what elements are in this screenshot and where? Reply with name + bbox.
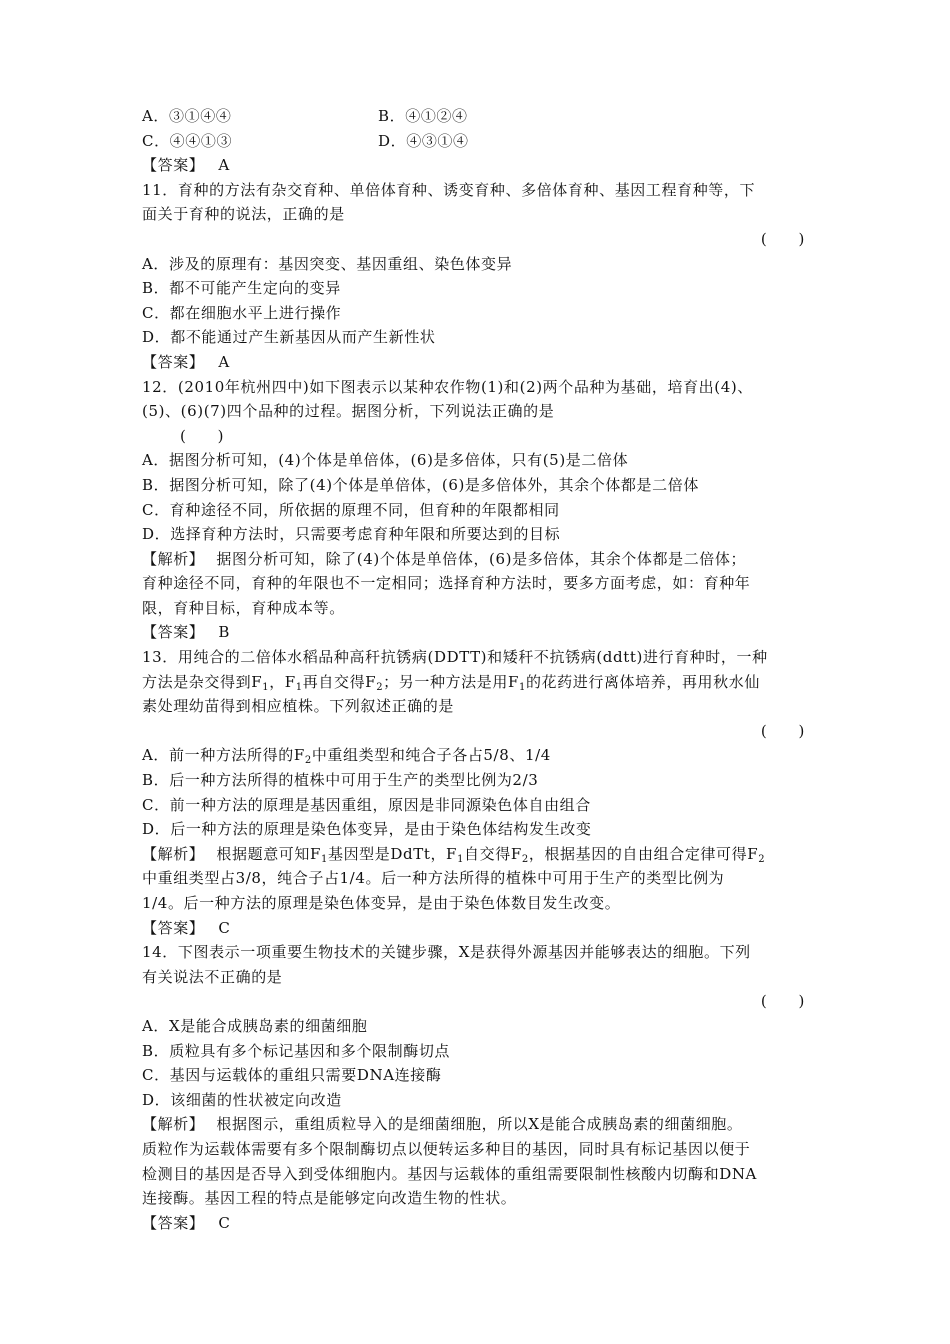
subscript: 1 [321, 853, 328, 865]
options-row-ab [142, 104, 807, 129]
answer-value: B [218, 623, 231, 642]
question-stem [142, 670, 807, 695]
question-stem: 14．下图表示一项重要生物技术的关键步骤，X是获得外源基因并能够表达的细胞。下列 [142, 943, 751, 962]
analysis-text: 根据题意可知F [216, 844, 322, 863]
analysis-text: 育种途径不同，育种的年限也不一定相同；选择育种方法时，要多方面考虑，如：育种年 [142, 574, 751, 593]
answer-blank: ( ) [760, 721, 805, 740]
answer-tag: 【答案】 [142, 352, 205, 371]
answer-value: C [218, 1213, 231, 1232]
question-stem: 11．育种的方法有杂交育种、单倍体育种、诱变育种、多倍体育种、基因工程育种等，下 [142, 180, 756, 199]
analysis-text: 1/4。后一种方法的原理是染色体变异，是由于染色体数目发生改变。 [142, 894, 621, 912]
option-d: D．④③①④ [378, 131, 469, 150]
option-a: A．据图分析可知，(4)个体是单倍体，(6)是多倍体，只有(5)是二倍体 [142, 451, 629, 470]
answer-line [142, 350, 807, 375]
option-a [142, 743, 807, 768]
answer-value: A [218, 352, 230, 371]
stem-text: 的花药进行离体培养，再用秋水仙 [525, 672, 760, 691]
analysis-text: 基因型是DdTt，F [327, 844, 458, 863]
answer-blank: ( ) [760, 229, 805, 248]
subscript: 2 [376, 681, 384, 693]
analysis-text: 中重组类型占3/8，纯合子占1/4。后一种方法所得的植株中可用于生产的类型比例为 [142, 869, 725, 888]
subscript: 2 [521, 853, 529, 865]
analysis-tag: 【解析】 [142, 1115, 205, 1134]
subscript: 1 [295, 681, 303, 693]
answer-blank: ( ) [180, 426, 225, 445]
answer-tag: 【答案】 [142, 623, 205, 642]
subscript: 1 [518, 681, 526, 693]
analysis-text: 根据图示，重组质粒导入的是细菌细胞，所以X是能合成胰岛素的细菌细胞。 [216, 1115, 743, 1134]
option-c: C．基因与运载体的重组只需要DNA连接酶 [142, 1066, 442, 1085]
answer-line [142, 1211, 807, 1236]
options-row-cd [142, 129, 807, 154]
option-b: B．质粒具有多个标记基因和多个限制酶切点 [142, 1041, 451, 1060]
question-stem: 13．用纯合的二倍体水稻品种高秆抗锈病(DDTT)和矮秆不抗锈病(ddtt)进行育种时，一种 [142, 648, 768, 667]
answer-line [142, 916, 807, 941]
option-text: A．前一种方法所得的F [142, 746, 305, 765]
option-c: C．都在细胞水平上进行操作 [142, 303, 342, 322]
option-a: A．③①④④ [142, 107, 232, 125]
option-text: 中重组类型和纯合子各占5/8、1/4 [311, 746, 551, 765]
option-a: A．X是能合成胰岛素的细菌细胞 [142, 1016, 368, 1035]
answer-tag: 【答案】 [142, 156, 205, 175]
analysis-tag: 【解析】 [142, 844, 205, 863]
stem-text: ，F [269, 672, 296, 691]
analysis-line [142, 842, 807, 867]
answer-line [142, 153, 807, 178]
option-d: D．后一种方法的原理是染色体变异，是由于染色体结构发生改变 [142, 820, 592, 839]
option-b: B．据图分析可知，除了(4)个体是单倍体，(6)是多倍体外，其余个体都是二倍体 [142, 475, 699, 494]
analysis-text: 自交得F [464, 844, 522, 863]
analysis-text: ，根据基因的自由组合定律可得F [528, 844, 759, 863]
option-c: C．前一种方法的原理是基因重组，原因是非同源染色体自由组合 [142, 795, 591, 814]
option-c: C．④④①③ [142, 131, 233, 150]
answer-value: A [218, 156, 230, 175]
option-d: D．选择育种方法时，只需要考虑育种年限和所要达到的目标 [142, 525, 561, 544]
question-stem: (5)、(6)(7)四个品种的过程。据图分析，下列说法正确的是 [142, 402, 555, 421]
option-d: D．都不能通过产生新基因从而产生新性状 [142, 328, 436, 347]
analysis-text: 质粒作为运载体需要有多个限制酶切点以便转运多种目的基因，同时具有标记基因以便于 [142, 1139, 751, 1158]
option-a: A．涉及的原理有：基因突变、基因重组、染色体变异 [142, 254, 513, 273]
analysis-text: 检测目的基因是否导入到受体细胞内。基因与运载体的重组需要限制性核酸内切酶和DNA [142, 1164, 757, 1183]
analysis-line [142, 1112, 807, 1137]
option-c: C．育种途径不同，所依据的原理不同，但育种的年限都相同 [142, 500, 560, 519]
stem-text: 再自交得F [302, 672, 377, 691]
option-b: B．④①②④ [378, 107, 468, 125]
subscript: 2 [758, 853, 766, 865]
question-stem: 12．(2010年杭州四中)如下图表示以某种农作物(1)和(2)两个品种为基础，培育出(4)、 [142, 377, 753, 396]
answer-value: C [218, 918, 231, 937]
answer-tag: 【答案】 [142, 1213, 205, 1232]
analysis-line [142, 547, 807, 572]
question-stem: 有关说法不正确的是 [142, 967, 283, 986]
analysis-text: 据图分析可知，除了(4)个体是单倍体，(6)是多倍体，其余个体都是二倍体； [216, 549, 747, 568]
option-b: B．后一种方法所得的植株中可用于生产的类型比例为2/3 [142, 771, 539, 790]
document-page [142, 104, 807, 1235]
subscript: 1 [457, 853, 465, 865]
answer-line [142, 620, 807, 645]
question-stem: 面关于育种的说法，正确的是 [142, 205, 345, 224]
option-d: D．该细菌的性状被定向改造 [142, 1090, 342, 1109]
analysis-text: 连接酶。基因工程的特点是能够定向改造生物的性状。 [142, 1189, 517, 1208]
stem-text: ；另一种方法是用F [383, 672, 519, 691]
answer-blank: ( ) [760, 992, 805, 1011]
analysis-text: 限，育种目标，育种成本等。 [142, 598, 345, 617]
subscript: 2 [304, 755, 312, 767]
analysis-tag: 【解析】 [142, 549, 205, 568]
subscript: 1 [262, 681, 270, 693]
stem-text: 方法是杂交得到F [142, 672, 263, 691]
answer-tag: 【答案】 [142, 918, 205, 937]
question-stem: 素处理幼苗得到相应植株。下列叙述正确的是 [142, 697, 455, 716]
option-b: B．都不可能产生定向的变异 [142, 279, 341, 298]
